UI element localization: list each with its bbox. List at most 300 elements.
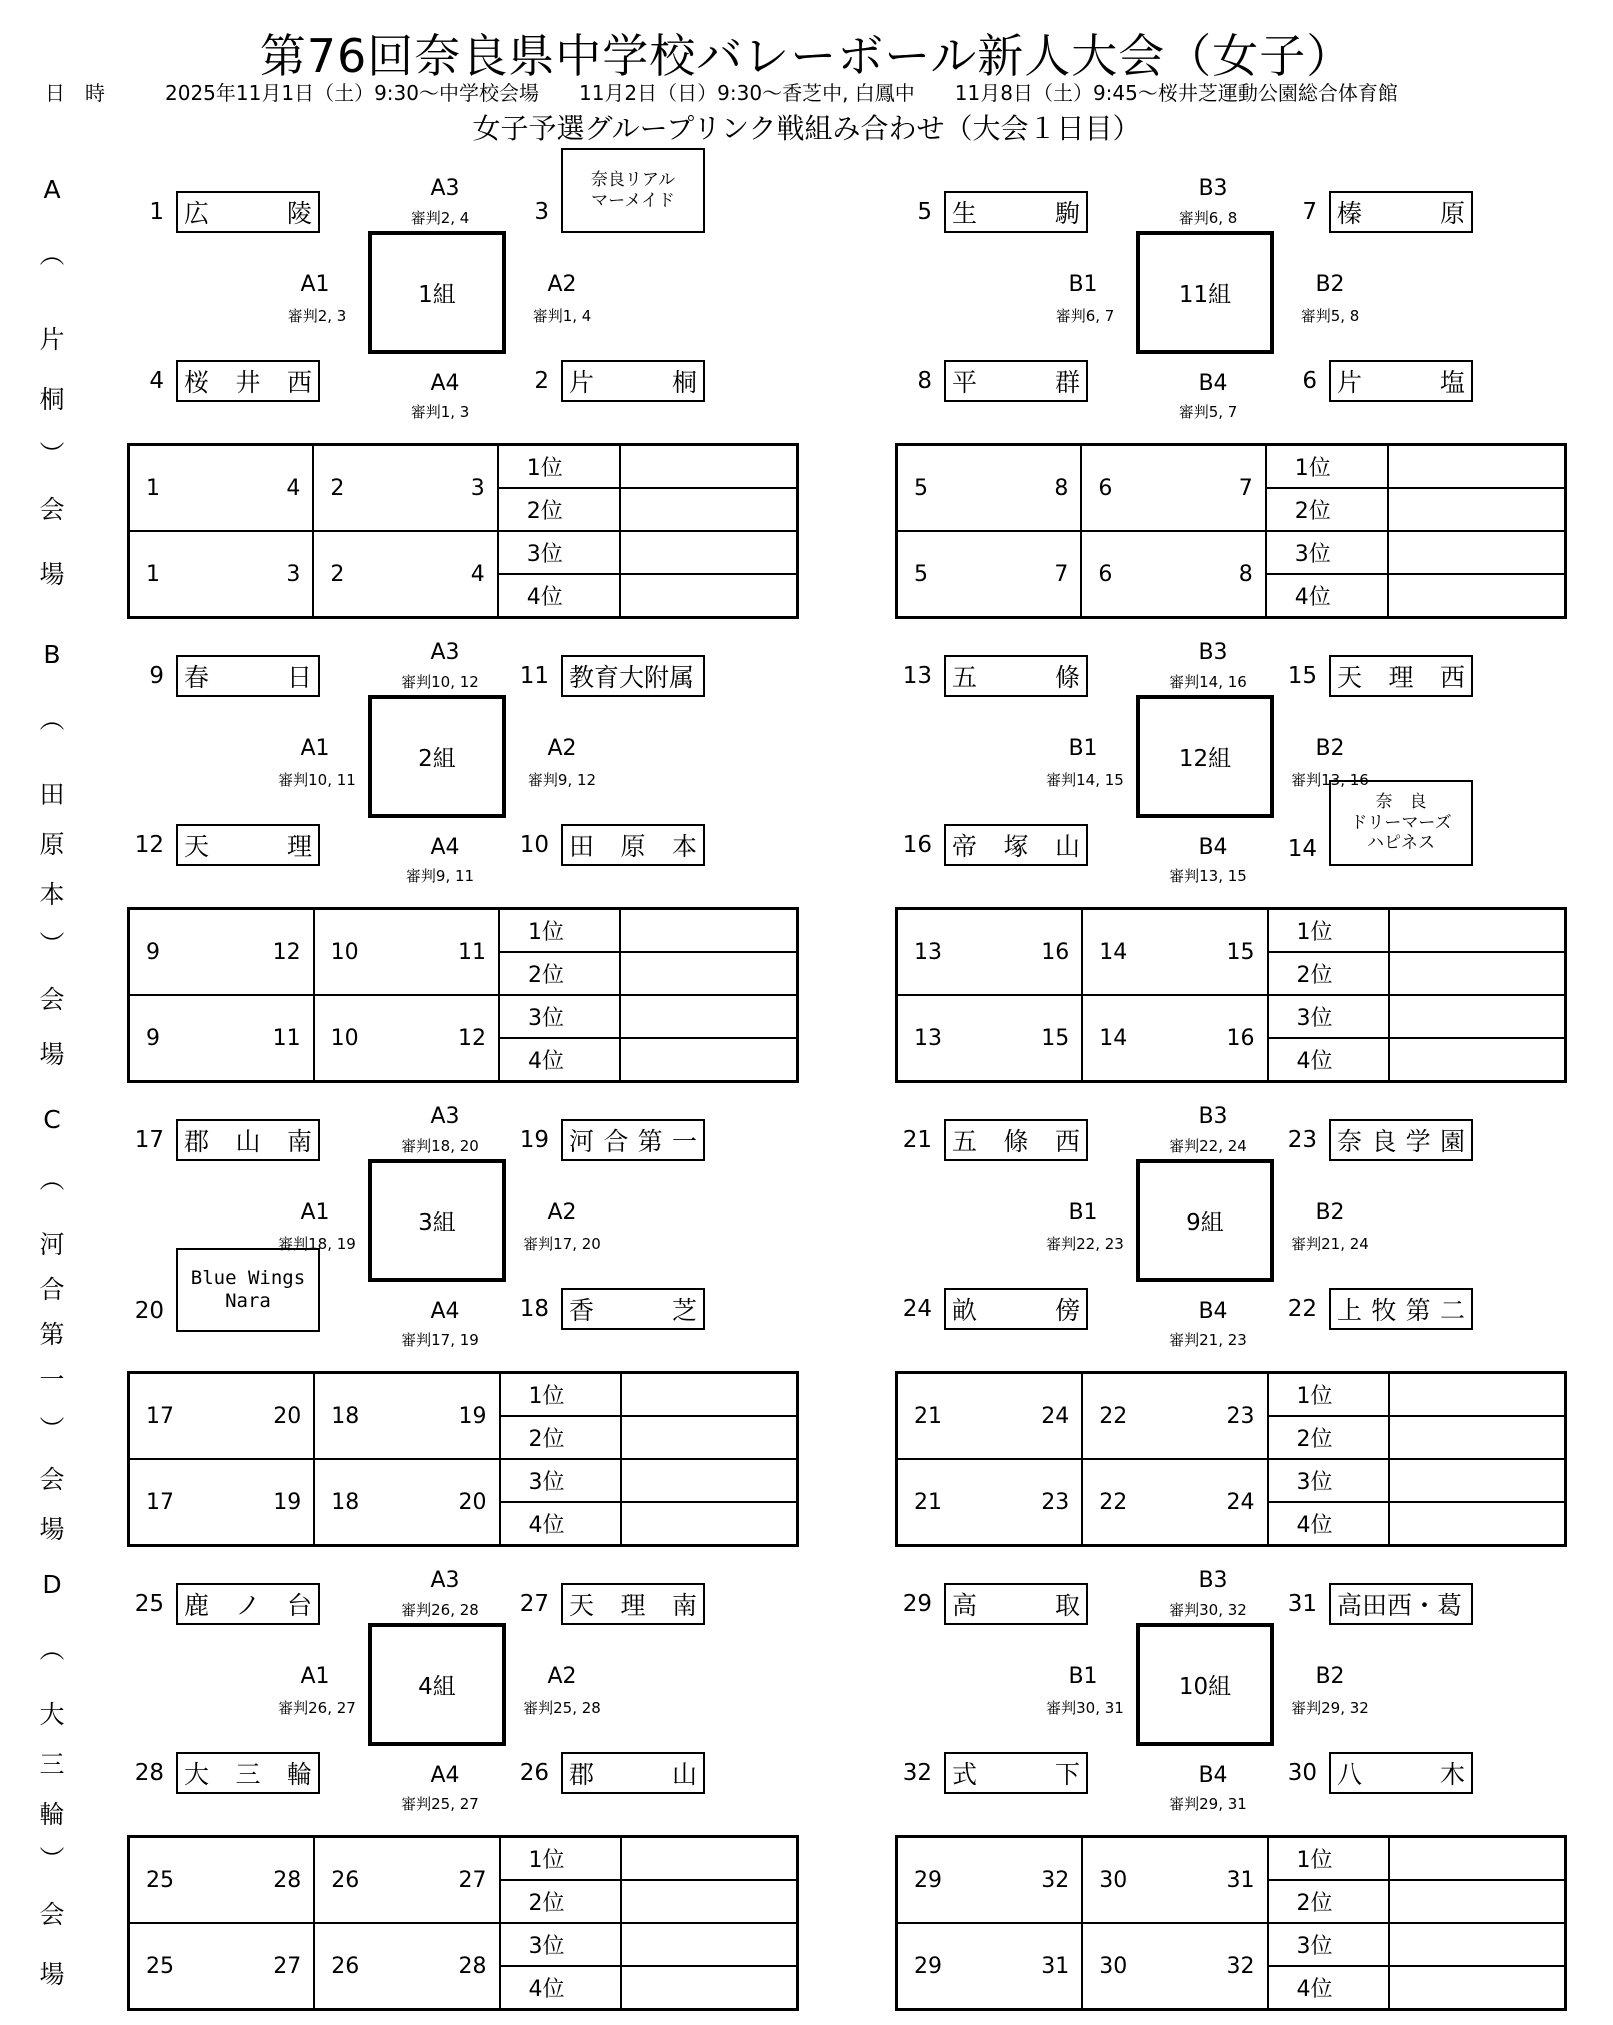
results-row — [129, 1837, 798, 1881]
venue-label-char: 河 — [39, 1230, 65, 1259]
rank-label: 3位 — [1266, 531, 1388, 574]
team-name-box — [176, 360, 320, 402]
match-team-a: 18 — [331, 1403, 360, 1429]
team-name — [184, 1122, 312, 1158]
venue-label-char: ︵ — [39, 1635, 65, 1664]
team-name-char: 台 — [286, 1591, 312, 1620]
match-team-b: 3 — [286, 561, 301, 587]
team-name-char: 取 — [1054, 1591, 1080, 1620]
match-team-b: 7 — [1054, 561, 1069, 587]
rank-label: 4位 — [1268, 1502, 1389, 1546]
team-name-char: 理 — [1388, 663, 1414, 692]
match-team-b: 32 — [1041, 1867, 1070, 1893]
team-name-box — [176, 1583, 320, 1625]
team-number: 32 — [902, 1760, 932, 1786]
match-cell — [314, 1837, 499, 1924]
venue-label-char: 会 — [39, 1465, 65, 1494]
match-pair — [315, 1954, 498, 1979]
team-name: 奈良リアル マーメイド — [590, 170, 676, 211]
position-label: A2 — [547, 1664, 577, 1689]
page-subtitle: 女子予選グループリンク戦組み合わせ（大会１日目） — [472, 112, 1141, 145]
team-name: 奈 良 ドリーマーズ ハピネス — [1350, 792, 1452, 854]
rank-label: 4位 — [1268, 1966, 1389, 2010]
team-name-char: 原 — [1439, 199, 1465, 228]
match-team-b: 15 — [1041, 1025, 1070, 1051]
venue-label-char: 田 — [39, 780, 65, 809]
referee-label: 審判18, 19 — [278, 1235, 356, 1253]
team-name-char: 第 — [1405, 1296, 1431, 1325]
team-name-box — [944, 1288, 1088, 1330]
match-team-a: 14 — [1099, 939, 1128, 965]
results-row — [129, 1923, 798, 1966]
venue-label-char: 合 — [39, 1275, 65, 1304]
rank-entry[interactable] — [621, 1923, 798, 1966]
group-section — [0, 1392, 845, 2002]
team-name-char: 桐 — [671, 368, 697, 397]
rank-label: 4位 — [499, 1038, 620, 1082]
match-team-b: 11 — [458, 939, 487, 965]
rank-label: 2位 — [498, 488, 620, 531]
position-label: A1 — [300, 1200, 330, 1225]
venue-label-char: ︶ — [39, 440, 65, 469]
match-team-a: 5 — [914, 561, 928, 587]
match-team-a: 17 — [146, 1403, 174, 1429]
team-name-char: 塩 — [1439, 368, 1465, 397]
team-name-char: 南 — [286, 1127, 312, 1156]
team-number: 10 — [519, 832, 549, 858]
rank-label: 1位 — [500, 1837, 621, 1881]
match-team-b: 4 — [286, 475, 301, 501]
venue-label-char: ︵ — [39, 1165, 65, 1194]
team-name-char: 天 — [184, 832, 210, 861]
rank-entry[interactable] — [1389, 1837, 1566, 1881]
team-name-box — [561, 824, 705, 866]
team-name-char: 河 — [569, 1127, 595, 1156]
team-name-char: 條 — [1054, 663, 1080, 692]
team-number: 17 — [134, 1127, 164, 1153]
position-label: A4 — [430, 1763, 460, 1788]
team-name — [952, 363, 1080, 399]
team-number: 20 — [134, 1298, 164, 1324]
venue-label-char: ︵ — [39, 240, 65, 269]
match-team-a: 21 — [914, 1489, 942, 1515]
team-name — [1337, 1755, 1465, 1791]
team-name-box — [1329, 1288, 1473, 1330]
match-team-a: 6 — [1098, 561, 1113, 587]
team-name-char: 二 — [1439, 1296, 1465, 1325]
rank-label: 1位 — [498, 445, 620, 489]
team-number: 9 — [149, 663, 164, 689]
team-name — [1337, 363, 1465, 399]
match-team-a: 13 — [914, 939, 942, 965]
referee-label: 審判9, 12 — [527, 771, 597, 789]
rank-label: 3位 — [1268, 1459, 1389, 1502]
venue-label-char: 場 — [39, 1515, 65, 1544]
venue-label-char: 場 — [39, 1040, 65, 1069]
team-name — [1337, 1122, 1465, 1158]
group-box: 10組 — [1136, 1623, 1274, 1746]
rank-label: 3位 — [500, 1923, 621, 1966]
team-name — [184, 194, 312, 230]
team-name-char: 傍 — [1054, 1296, 1080, 1325]
team-name-char: 原 — [620, 832, 646, 861]
team-name-char: 理 — [286, 832, 312, 861]
rank-label: 2位 — [1268, 1880, 1389, 1923]
group-section — [768, 464, 1613, 1074]
team-name-char: 式 — [952, 1760, 978, 1789]
team-name-box — [561, 148, 705, 233]
match-cell — [1082, 1923, 1267, 2010]
team-number: 21 — [902, 1127, 932, 1153]
referee-label: 審判17, 20 — [523, 1235, 601, 1253]
team-name-char: 鹿 — [184, 1591, 210, 1620]
rank-label: 2位 — [500, 1880, 621, 1923]
results-table — [895, 1835, 1567, 2011]
team-name-char: 下 — [1054, 1760, 1080, 1789]
match-team-a: 2 — [330, 475, 345, 501]
match-team-a: 6 — [1098, 475, 1113, 501]
rank-entry[interactable] — [1389, 1966, 1566, 2010]
match-team-b: 8 — [1238, 561, 1253, 587]
team-name-char: 高 — [952, 1591, 978, 1620]
match-team-a: 2 — [330, 561, 345, 587]
venue-label-char: ︵ — [39, 705, 65, 734]
group-box: 2組 — [368, 695, 506, 818]
team-name-box — [561, 360, 705, 402]
match-team-a: 17 — [146, 1489, 174, 1515]
match-team-a: 30 — [1099, 1953, 1128, 1979]
position-label: B2 — [1315, 1200, 1345, 1225]
team-name — [952, 1586, 1080, 1622]
match-team-b: 27 — [273, 1953, 302, 1979]
team-name-char: 帝 — [952, 832, 978, 861]
team-name — [952, 1291, 1080, 1327]
venue-label-char: 場 — [39, 560, 65, 589]
match-team-b: 28 — [273, 1867, 302, 1893]
referee-label: 審判26, 27 — [278, 1699, 356, 1717]
team-name — [1337, 1291, 1465, 1327]
team-name-box — [944, 1583, 1088, 1625]
rank-entry[interactable] — [621, 1880, 798, 1923]
team-name-box — [561, 1752, 705, 1794]
team-name — [569, 1291, 697, 1327]
referee-label: 審判17, 19 — [401, 1331, 479, 1349]
team-name-char: 生 — [952, 199, 978, 228]
team-name-char: 教育大附属 — [569, 663, 695, 692]
team-name-box — [176, 191, 320, 233]
rank-label: 2位 — [1268, 952, 1389, 995]
group-section — [0, 0, 845, 610]
team-name-char: 田 — [569, 832, 595, 861]
team-name — [184, 363, 312, 399]
match-team-b: 20 — [458, 1489, 487, 1515]
team-name-char: 園 — [1439, 1127, 1465, 1156]
position-label: A2 — [547, 272, 577, 297]
team-name-char: 芝 — [671, 1296, 697, 1325]
group-box: 12組 — [1136, 695, 1274, 818]
position-label: A4 — [430, 1299, 460, 1324]
match-team-b: 19 — [273, 1489, 302, 1515]
referee-label: 審判13, 15 — [1169, 867, 1247, 885]
team-name-box — [1329, 360, 1473, 402]
match-team-b: 7 — [1238, 475, 1253, 501]
team-name-char: 牧 — [1371, 1296, 1397, 1325]
team-number: 24 — [902, 1296, 932, 1322]
team-name-char: 大 — [184, 1760, 210, 1789]
position-label: B3 — [1198, 1104, 1228, 1129]
results-row — [897, 1837, 1566, 1881]
position-label: B2 — [1315, 272, 1345, 297]
match-pair — [898, 1868, 1081, 1893]
referee-label: 審判13, 16 — [1291, 771, 1369, 789]
venue-label-char: 片 — [39, 325, 65, 354]
position-label: A3 — [430, 640, 460, 665]
date-label: 日 時 — [45, 81, 105, 105]
position-label: A2 — [547, 736, 577, 761]
team-name-char: 山 — [1054, 832, 1080, 861]
venue-label-char: 会 — [39, 1900, 65, 1929]
team-number: 4 — [149, 368, 164, 394]
position-label: B1 — [1068, 736, 1098, 761]
match-team-b: 31 — [1226, 1867, 1255, 1893]
match-cell — [129, 1923, 315, 2010]
match-team-a: 9 — [146, 939, 160, 965]
match-team-b: 16 — [1226, 1025, 1255, 1051]
position-label: A1 — [300, 272, 330, 297]
position-label: B4 — [1198, 1763, 1228, 1788]
team-name-box — [944, 360, 1088, 402]
referee-label: 審判22, 23 — [1046, 1235, 1124, 1253]
team-name — [952, 194, 1080, 230]
team-name-char: 條 — [1003, 1127, 1029, 1156]
match-team-b: 11 — [272, 1025, 301, 1051]
team-name-char: 陵 — [286, 199, 312, 228]
position-label: B3 — [1198, 1568, 1228, 1593]
match-team-b: 32 — [1226, 1953, 1255, 1979]
match-team-a: 1 — [146, 561, 160, 587]
referee-label: 審判25, 27 — [401, 1795, 479, 1813]
match-team-a: 5 — [914, 475, 928, 501]
match-cell — [1082, 1837, 1267, 1924]
referee-label: 審判29, 32 — [1291, 1699, 1369, 1717]
match-team-b: 12 — [272, 939, 301, 965]
team-name-char: 木 — [1439, 1760, 1465, 1789]
referee-label: 審判1, 3 — [410, 403, 470, 421]
team-name-char: 駒 — [1054, 199, 1080, 228]
rank-entry[interactable] — [1389, 1880, 1566, 1923]
team-name-box — [944, 655, 1088, 697]
referee-label: 審判14, 15 — [1046, 771, 1124, 789]
match-pair — [1083, 1954, 1266, 1979]
team-name — [1337, 658, 1465, 694]
match-team-b: 23 — [1041, 1489, 1070, 1515]
team-name-char: 郡 — [569, 1760, 595, 1789]
rank-label: 1位 — [1268, 1837, 1389, 1881]
team-number: 30 — [1287, 1760, 1317, 1786]
team-name-char: 理 — [620, 1591, 646, 1620]
rank-label: 1位 — [500, 1373, 621, 1417]
match-team-a: 13 — [914, 1025, 942, 1051]
team-name-char: 第 — [637, 1127, 663, 1156]
match-team-a: 26 — [331, 1867, 360, 1893]
match-team-b: 4 — [470, 561, 485, 587]
team-name — [569, 1586, 697, 1622]
match-pair — [1083, 1868, 1266, 1893]
match-team-b: 3 — [470, 475, 485, 501]
team-number: 22 — [1287, 1296, 1317, 1322]
rank-label: 2位 — [499, 952, 620, 995]
rank-label: 1位 — [1268, 1373, 1389, 1417]
match-team-a: 29 — [914, 1867, 942, 1893]
position-label: A1 — [300, 1664, 330, 1689]
date-details: 2025年11月1日（土）9:30～中学校会場 11月2日（日）9:30～香芝中, 白鳳中 11月8日（土）9:45～桜井芝運動公園総合体育館 — [165, 81, 1398, 105]
position-label: B2 — [1315, 1664, 1345, 1689]
team-name-char: 良 — [1371, 1127, 1397, 1156]
team-name — [184, 827, 312, 863]
team-name-char: 西 — [1439, 663, 1465, 692]
match-cell — [129, 1837, 315, 1924]
team-name-char: 井 — [235, 368, 261, 397]
team-name-box — [944, 824, 1088, 866]
team-name-char: 日 — [286, 663, 312, 692]
team-name — [184, 1586, 312, 1622]
match-team-b: 28 — [458, 1953, 487, 1979]
match-team-b: 12 — [458, 1025, 487, 1051]
match-team-a: 21 — [914, 1403, 942, 1429]
team-name: Blue Wings Nara — [190, 1267, 306, 1312]
referee-label: 審判30, 31 — [1046, 1699, 1124, 1717]
team-name-char: 広 — [184, 199, 210, 228]
team-name-char: 一 — [671, 1127, 697, 1156]
team-number: 27 — [519, 1591, 549, 1617]
group-box: 1組 — [368, 231, 506, 354]
referee-label: 審判2, 3 — [287, 307, 347, 325]
rank-label: 1位 — [1266, 445, 1388, 489]
referee-label: 審判5, 7 — [1178, 403, 1238, 421]
team-number: 6 — [1302, 368, 1317, 394]
referee-label: 審判21, 23 — [1169, 1331, 1247, 1349]
team-name — [569, 658, 697, 694]
team-name-box — [1329, 1119, 1473, 1161]
rank-entry[interactable] — [621, 1966, 798, 2010]
rank-label: 2位 — [500, 1416, 621, 1459]
page-title: 第76回奈良県中学校バレーボール新人大会（女子） — [259, 29, 1354, 83]
match-team-b: 19 — [458, 1403, 487, 1429]
team-number: 15 — [1287, 663, 1317, 689]
group-box: 4組 — [368, 1623, 506, 1746]
team-name-char: 香 — [569, 1296, 595, 1325]
team-number: 11 — [519, 663, 549, 689]
team-number: 8 — [917, 368, 932, 394]
team-name-char: 桜 — [184, 368, 210, 397]
results-table — [127, 1835, 799, 2011]
position-label: A4 — [430, 371, 460, 396]
match-cell — [897, 1837, 1083, 1924]
match-team-a: 14 — [1099, 1025, 1128, 1051]
team-name — [569, 827, 697, 863]
venue-label-char: ︶ — [39, 1415, 65, 1444]
match-pair — [130, 1954, 313, 1979]
team-name — [569, 1755, 697, 1791]
group-section — [768, 1392, 1613, 2002]
referee-label: 審判18, 20 — [401, 1137, 479, 1155]
rank-label: 2位 — [1268, 1416, 1389, 1459]
rank-entry[interactable] — [1389, 1923, 1566, 1966]
referee-label: 審判10, 12 — [401, 673, 479, 691]
team-number: 14 — [1287, 836, 1317, 862]
referee-label: 審判29, 31 — [1169, 1795, 1247, 1813]
position-label: A3 — [430, 176, 460, 201]
team-name-box — [1329, 1583, 1473, 1625]
team-name-char: 本 — [671, 832, 697, 861]
venue-label-char: 原 — [39, 830, 65, 859]
group-box: 11組 — [1136, 231, 1274, 354]
team-number: 23 — [1287, 1127, 1317, 1153]
team-number: 5 — [917, 199, 932, 225]
match-team-a: 22 — [1099, 1403, 1128, 1429]
position-label: B4 — [1198, 1299, 1228, 1324]
team-name-char: 山 — [671, 1760, 697, 1789]
match-cell — [897, 1923, 1083, 2010]
team-name — [952, 1122, 1080, 1158]
team-name-box — [176, 655, 320, 697]
venue-label-char: 大 — [39, 1700, 65, 1729]
venue-label-char: 第 — [39, 1320, 65, 1349]
referee-label: 審判9, 11 — [405, 867, 475, 885]
position-label: A3 — [430, 1104, 460, 1129]
match-team-b: 27 — [458, 1867, 487, 1893]
position-label: B3 — [1198, 176, 1228, 201]
team-name-box — [561, 655, 705, 697]
referee-label: 審判25, 28 — [523, 1699, 601, 1717]
match-team-a: 1 — [146, 475, 160, 501]
group-section — [0, 928, 845, 1538]
rank-label: 4位 — [500, 1966, 621, 2010]
position-label: B4 — [1198, 371, 1228, 396]
team-number: 13 — [902, 663, 932, 689]
team-name-char: 三 — [235, 1760, 261, 1789]
venue-label-char: ︶ — [39, 930, 65, 959]
team-name-char: 片 — [569, 368, 595, 397]
team-name-box — [561, 1119, 705, 1161]
team-name-char: 西 — [1054, 1127, 1080, 1156]
match-team-a: 26 — [331, 1953, 360, 1979]
team-name-char: 片 — [1337, 368, 1363, 397]
team-number: 3 — [534, 199, 549, 225]
team-number: 19 — [519, 1127, 549, 1153]
team-name-box — [176, 824, 320, 866]
referee-label: 審判5, 8 — [1300, 307, 1360, 325]
match-pair — [315, 1868, 498, 1893]
team-name-char: 高田西・葛 — [1337, 1591, 1463, 1620]
venue-label-char: 本 — [39, 880, 65, 909]
referee-label: 審判30, 32 — [1169, 1601, 1247, 1619]
match-team-a: 30 — [1099, 1867, 1128, 1893]
venue-label-char: A — [43, 175, 61, 204]
group-section — [768, 0, 1613, 610]
position-label: A1 — [300, 736, 330, 761]
team-name-char: 天 — [569, 1591, 595, 1620]
match-team-b: 16 — [1041, 939, 1070, 965]
match-team-a: 9 — [146, 1025, 160, 1051]
team-name-char: 八 — [1337, 1760, 1363, 1789]
match-team-b: 23 — [1226, 1403, 1255, 1429]
team-name-char: 榛 — [1337, 199, 1363, 228]
team-name-box — [944, 1752, 1088, 1794]
referee-label: 審判22, 24 — [1169, 1137, 1247, 1155]
team-name-char: 群 — [1054, 368, 1080, 397]
rank-label: 4位 — [1268, 1038, 1389, 1082]
